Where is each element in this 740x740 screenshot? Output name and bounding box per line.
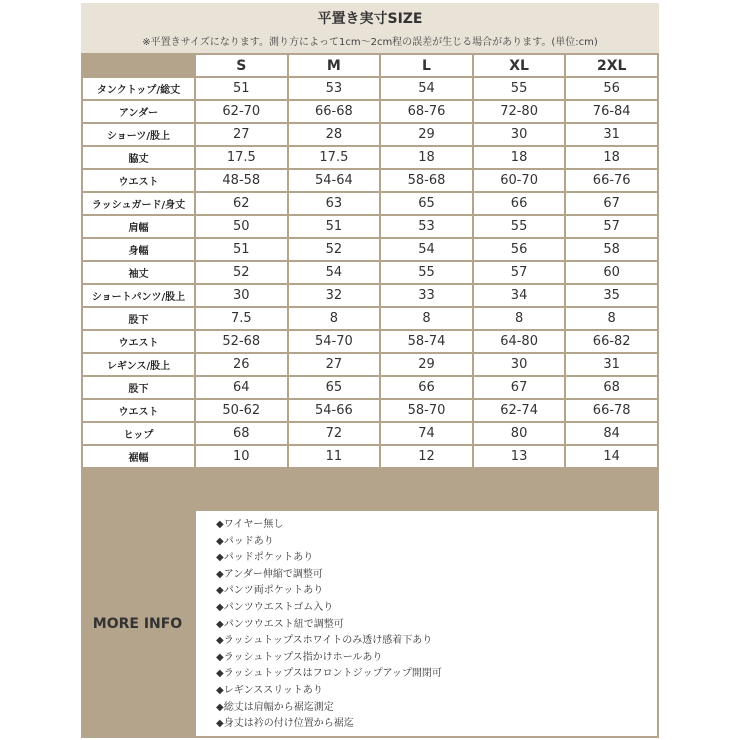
more-info-box <box>196 511 657 736</box>
size-value-cell: 51 <box>196 239 287 260</box>
row-label: ラッシュガード/身丈 <box>83 193 194 214</box>
size-value-cell: 66 <box>474 193 565 214</box>
more-info-item: ◆身丈は衿の付け位置から裾迄 <box>216 718 354 730</box>
size-value-cell: 14 <box>566 446 657 467</box>
size-value-cell: 18 <box>381 147 472 168</box>
size-value-cell: 55 <box>474 78 565 99</box>
size-value-cell: 52 <box>289 239 380 260</box>
size-value-cell: 30 <box>196 285 287 306</box>
size-value-cell: 66-82 <box>566 331 657 352</box>
more-info-item: ◆ラッシュトップス指かけホールあり <box>216 651 383 663</box>
size-value-cell: 31 <box>566 354 657 375</box>
size-row <box>83 216 657 237</box>
more-info-item: ◆総丈は肩幅から裾迄測定 <box>216 701 334 713</box>
size-value-cell: 72-80 <box>474 101 565 122</box>
row-label: アンダー <box>83 101 194 122</box>
size-value-cell: 55 <box>381 262 472 283</box>
size-header-cell: M <box>289 55 380 76</box>
size-row <box>83 308 657 329</box>
size-value-cell: 7.5 <box>196 308 287 329</box>
more-info-list <box>216 517 657 733</box>
size-value-cell: 54-66 <box>289 400 380 421</box>
size-header-row <box>83 55 657 76</box>
size-row <box>83 331 657 352</box>
size-value-cell: 74 <box>381 423 472 444</box>
size-value-cell: 51 <box>289 216 380 237</box>
size-value-cell: 76-84 <box>566 101 657 122</box>
size-value-cell: 18 <box>474 147 565 168</box>
size-value-cell: 52 <box>196 262 287 283</box>
size-value-cell: 60-70 <box>474 170 565 191</box>
size-row <box>83 400 657 421</box>
size-row <box>83 170 657 191</box>
size-value-cell: 68 <box>196 423 287 444</box>
size-value-cell: 53 <box>381 216 472 237</box>
size-value-cell: 27 <box>289 354 380 375</box>
row-label: ウエスト <box>83 331 194 352</box>
size-row <box>83 193 657 214</box>
size-row <box>83 377 657 398</box>
size-value-cell: 62-74 <box>474 400 565 421</box>
size-value-cell: 66 <box>381 377 472 398</box>
size-value-cell: 27 <box>196 124 287 145</box>
size-value-cell: 51 <box>196 78 287 99</box>
size-row <box>83 423 657 444</box>
size-chart-header <box>81 3 659 53</box>
size-value-cell: 64-80 <box>474 331 565 352</box>
size-value-cell: 12 <box>381 446 472 467</box>
size-value-cell: 8 <box>474 308 565 329</box>
size-value-cell: 66-76 <box>566 170 657 191</box>
more-info-item: ◆ラッシュトップスはフロントジップアップ開閉可 <box>216 668 442 680</box>
more-info-item: ◆レギンススリットあり <box>216 684 323 696</box>
size-value-cell: 48-58 <box>196 170 287 191</box>
size-value-cell: 65 <box>289 377 380 398</box>
size-value-cell: 29 <box>381 124 472 145</box>
size-value-cell: 56 <box>566 78 657 99</box>
size-value-cell: 30 <box>474 124 565 145</box>
size-value-cell: 58 <box>566 239 657 260</box>
row-label: レギンス/股上 <box>83 354 194 375</box>
size-value-cell: 35 <box>566 285 657 306</box>
size-value-cell: 8 <box>566 308 657 329</box>
size-row <box>83 285 657 306</box>
size-value-cell: 68 <box>566 377 657 398</box>
size-value-cell: 72 <box>289 423 380 444</box>
row-label: 股下 <box>83 377 194 398</box>
size-value-cell: 34 <box>474 285 565 306</box>
size-chart-title: 平置き実寸SIZE <box>317 11 423 27</box>
size-value-cell: 58-70 <box>381 400 472 421</box>
row-label: 股下 <box>83 308 194 329</box>
size-value-cell: 65 <box>381 193 472 214</box>
size-value-cell: 58-68 <box>381 170 472 191</box>
size-value-cell: 67 <box>566 193 657 214</box>
size-row <box>83 262 657 283</box>
row-label: タンクトップ/総丈 <box>83 78 194 99</box>
more-info-item: ◆パンツウエスト紐で調整可 <box>216 618 344 630</box>
size-row <box>83 147 657 168</box>
size-value-cell: 11 <box>289 446 380 467</box>
more-info-label: MORE INFO <box>92 615 183 632</box>
size-value-cell: 57 <box>566 216 657 237</box>
row-label: ウエスト <box>83 170 194 191</box>
row-label: 身幅 <box>83 239 194 260</box>
size-value-cell: 55 <box>474 216 565 237</box>
size-value-cell: 66-78 <box>566 400 657 421</box>
measurement-note: ※平置きサイズになります。測り方によって1cm～2cm程の誤差が生じる場合があります。(単位:cm) <box>142 37 598 48</box>
size-value-cell: 58-74 <box>381 331 472 352</box>
size-value-cell: 56 <box>474 239 565 260</box>
size-value-cell: 54 <box>289 262 380 283</box>
size-value-cell: 57 <box>474 262 565 283</box>
row-label: ショートパンツ/股上 <box>83 285 194 306</box>
more-info-item: ◆アンダー伸縮で調整可 <box>216 568 323 580</box>
size-value-cell: 54 <box>381 239 472 260</box>
more-info-item: ◆パンツ両ポケットあり <box>216 585 324 597</box>
row-label: ヒップ <box>83 423 194 444</box>
size-value-cell: 13 <box>474 446 565 467</box>
size-value-cell: 52-68 <box>196 331 287 352</box>
more-info-item: ◆ワイヤー無し <box>216 519 284 530</box>
size-value-cell: 62-70 <box>196 101 287 122</box>
size-row <box>83 354 657 375</box>
size-header-cell: S <box>196 55 287 76</box>
size-value-cell: 33 <box>381 285 472 306</box>
row-label: ウエスト <box>83 400 194 421</box>
size-value-cell: 60 <box>566 262 657 283</box>
size-value-cell: 10 <box>196 446 287 467</box>
size-value-cell: 8 <box>289 308 380 329</box>
size-value-cell: 62 <box>196 193 287 214</box>
size-value-cell: 67 <box>474 377 565 398</box>
size-row <box>83 78 657 99</box>
size-value-cell: 54 <box>381 78 472 99</box>
size-value-cell: 63 <box>289 193 380 214</box>
size-header-cell: XL <box>474 55 565 76</box>
size-value-cell: 64 <box>196 377 287 398</box>
more-info-item: ◆パンツウエストゴム入り <box>216 601 334 613</box>
size-header-corner <box>83 55 194 76</box>
size-row <box>83 101 657 122</box>
size-header-cell: L <box>381 55 472 76</box>
size-value-cell: 50-62 <box>196 400 287 421</box>
size-header-cell: 2XL <box>566 55 657 76</box>
size-value-cell: 18 <box>566 147 657 168</box>
more-info-item: ◆パッドポケットあり <box>216 552 314 564</box>
size-value-cell: 50 <box>196 216 287 237</box>
size-chart-panel <box>81 3 659 738</box>
size-row <box>83 239 657 260</box>
size-value-cell: 8 <box>381 308 472 329</box>
size-value-cell: 54-70 <box>289 331 380 352</box>
size-value-cell: 28 <box>289 124 380 145</box>
row-label: ショーツ/股上 <box>83 124 194 145</box>
size-value-cell: 17.5 <box>196 147 287 168</box>
row-label: 肩幅 <box>83 216 194 237</box>
more-info-item: ◆ラッシュトップスホワイトのみ透け感着下あり <box>216 635 433 647</box>
more-info-item: ◆パッドあり <box>216 535 274 547</box>
size-value-cell: 54-64 <box>289 170 380 191</box>
size-value-cell: 32 <box>289 285 380 306</box>
size-value-cell: 80 <box>474 423 565 444</box>
size-value-cell: 26 <box>196 354 287 375</box>
size-value-cell: 17.5 <box>289 147 380 168</box>
more-info-section <box>81 509 659 738</box>
size-value-cell: 30 <box>474 354 565 375</box>
row-label: 脇丈 <box>83 147 194 168</box>
size-value-cell: 29 <box>381 354 472 375</box>
row-label: 裾幅 <box>83 446 194 467</box>
size-value-cell: 31 <box>566 124 657 145</box>
size-value-cell: 53 <box>289 78 380 99</box>
size-row <box>83 446 657 467</box>
size-value-cell: 84 <box>566 423 657 444</box>
size-value-cell: 66-68 <box>289 101 380 122</box>
size-row <box>83 124 657 145</box>
size-table <box>81 53 659 469</box>
row-label: 袖丈 <box>83 262 194 283</box>
size-value-cell: 68-76 <box>381 101 472 122</box>
